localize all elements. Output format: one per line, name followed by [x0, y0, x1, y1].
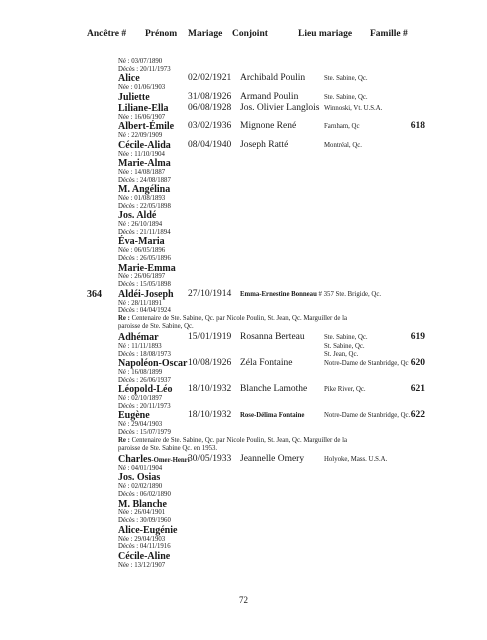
spouse-name: Archibald Poulin — [240, 73, 306, 84]
life-event: Née : 14/08/1887 — [118, 169, 166, 176]
life-event: Née : 06/05/1896 — [118, 247, 166, 255]
person-name — [118, 236, 165, 247]
header-spouse: Conjoint — [232, 29, 268, 39]
spouse-name-bold: Emma-Ernestine Bonneau — [240, 290, 317, 298]
marriage-place: St. Sabine, Qc. — [324, 343, 365, 350]
life-event: Décès : 06/02/1890 — [118, 490, 171, 498]
marriage-date: 27/10/1914 — [188, 288, 232, 299]
family-number: 621 — [410, 384, 425, 395]
marriage-date: 03/02/1936 — [188, 121, 232, 132]
header-family: Famille # — [370, 29, 408, 39]
life-event: Décès : 18/08/1973 — [118, 350, 171, 358]
life-event: Née : 01/08/1893 — [118, 195, 166, 203]
person-name-text: Liliane-Ella — [118, 102, 169, 114]
person-name — [118, 103, 169, 114]
marriage-place: Ste. Sabine, Qc. — [324, 75, 368, 83]
spouse-name-bold: Rose-Délima Fontaine — [240, 412, 305, 420]
life-event: Décès : 26/05/1896 — [118, 254, 171, 262]
spouse-name: Joseph Ratté — [240, 139, 289, 150]
person-name-text: Cécile-Alida — [118, 139, 171, 151]
family-number: 619 — [410, 332, 425, 343]
life-event: Décès : 20/11/1973 — [118, 65, 171, 73]
page-number: 72 — [239, 595, 248, 605]
person-name — [118, 158, 171, 169]
life-event: Décès : 22/05/1898 — [118, 202, 171, 210]
marriage-place: Ste. Sabine, Qc. — [324, 334, 368, 342]
person-name-text: M. Angélina — [118, 184, 171, 196]
marriage-place: St. Jean, Qc. — [324, 350, 359, 358]
life-event: Né : 29/04/1903 — [118, 421, 163, 429]
life-event: Né : 03/07/1890 — [118, 58, 163, 65]
person-name-text: Juliette — [118, 91, 150, 103]
header-firstname: Prénom — [145, 29, 178, 39]
marriage-date: 31/08/1926 — [188, 91, 232, 102]
spouse-name: Rosanna Berteau — [240, 332, 305, 343]
person-name-text: Napoléon-Oscar — [118, 358, 188, 370]
person-name — [118, 289, 174, 300]
life-event: Né : 16/08/1899 — [118, 369, 163, 377]
life-event: Née : 11/10/1904 — [118, 150, 165, 158]
person-name — [118, 551, 170, 562]
person-name-text: Éva-Maria — [118, 236, 165, 248]
life-event: Né : 22/09/1909 — [118, 132, 163, 139]
person-name-text: M. Blanche — [118, 498, 167, 510]
marriage-place: Pike River, Qc. — [324, 386, 366, 394]
life-event: Né : 26/10/1894 — [118, 221, 163, 229]
person-name-text: Cécile-Aline — [118, 550, 171, 562]
life-event: Décès : 26/06/1937 — [118, 376, 171, 384]
person-name-text: Marie-Emma — [118, 262, 176, 274]
marriage-date: 15/01/1919 — [188, 332, 232, 343]
life-event: Décès : 20/11/1973 — [118, 402, 171, 410]
family-number: 620 — [410, 358, 425, 369]
life-event: Décès : 21/11/1894 — [118, 228, 171, 236]
person-name — [118, 140, 171, 151]
person-name — [118, 210, 156, 221]
marriage-place: Holyoke, Mass. U.S.A. — [324, 455, 388, 463]
life-event: Née : 01/06/1903 — [118, 84, 166, 92]
marriage-place: Montréal, Qc. — [324, 141, 362, 149]
person-name-text: Léopold-Léo — [118, 384, 173, 396]
life-event: Née : 13/12/1907 — [118, 561, 166, 569]
remark-label: Re : — [118, 314, 130, 322]
life-event: Décès : 04/11/1916 — [118, 543, 171, 551]
marriage-date: 10/08/1926 — [188, 358, 232, 369]
ancestor-number: 364 — [87, 288, 102, 300]
remark-text — [118, 437, 368, 454]
life-event: Né : 04/01/1904 — [118, 464, 163, 472]
life-event: Née : 16/06/1907 — [118, 113, 166, 121]
family-number: 618 — [410, 121, 425, 132]
person-name-text: Jos. Osias — [118, 472, 161, 484]
spouse-detail: # 357 Ste. Brigide, Qc. — [316, 290, 382, 298]
person-name — [118, 454, 190, 465]
person-name — [118, 525, 177, 536]
person-name-text: Adhémar — [118, 332, 159, 344]
life-event: Décès : 04/04/1924 — [118, 307, 171, 315]
marriage-date: 18/10/1932 — [188, 410, 232, 421]
spouse-name — [240, 289, 381, 298]
header-marriage: Mariage — [188, 29, 223, 39]
spouse-name: Mignone René — [240, 121, 297, 132]
marriage-date: 08/04/1940 — [188, 139, 232, 150]
person-name-text: Alice-Eugénie — [118, 524, 178, 536]
person-name — [118, 184, 170, 195]
spouse-name: Jeannelle Omery — [240, 453, 305, 464]
life-event: Décès : 15/07/1979 — [118, 428, 171, 436]
spouse-name: Jos. Olivier Langlois — [240, 102, 320, 113]
life-event: Né : 02/10/1897 — [118, 395, 163, 403]
marriage-date: 18/10/1932 — [188, 384, 232, 395]
person-name-text: Charles — [118, 453, 152, 465]
person-name-text: Eugène — [118, 410, 150, 422]
person-name — [118, 263, 176, 274]
marriage-date: 02/02/1921 — [188, 73, 232, 84]
person-name-suffix: -Omer-Henri — [151, 456, 190, 464]
spouse-name: Blanche Lamothe — [240, 384, 308, 395]
remark-body: Centenaire de Ste. Sabine, Qc. par Nicole Poulin, St. Jean, Qc. Marguiller de la paroisse de Ste. Sabine Qc. en 1953. — [118, 436, 348, 452]
life-event: Décès : 24/08/1887 — [118, 176, 171, 184]
life-event: Né : 02/02/1890 — [118, 483, 163, 491]
person-name — [118, 73, 140, 84]
life-event: Née : 26/04/1901 — [118, 509, 166, 517]
spouse-name: Zéla Fontaine — [240, 358, 293, 369]
person-name-text: Albert-Émile — [118, 121, 175, 133]
person-name-text: Alice — [118, 73, 140, 85]
remark-body: Centenaire de Ste. Sabine, Qc. par Nicole Poulin, St. Jean, Qc. Marguiller de la paroisse de Ste. Sabine, Qc. — [118, 314, 348, 331]
life-event: Né : 11/11/1893 — [118, 343, 162, 350]
marriage-place: Notre-Dame de Stanbridge, Qc — [324, 360, 409, 368]
family-number: 622 — [410, 410, 425, 421]
header-place: Lieu mariage — [298, 29, 353, 39]
life-event: Née : 29/04/1903 — [118, 535, 166, 543]
marriage-place: Farnham, Qc — [324, 123, 360, 131]
person-name — [118, 499, 167, 510]
remark-label: Re : — [118, 436, 130, 444]
life-event: Décès : 15/05/1898 — [118, 281, 171, 288]
marriage-place: Winnoski, Vt. U.S.A. — [324, 104, 383, 112]
person-name — [118, 92, 150, 103]
life-event: Né : 28/11/1891 — [118, 299, 162, 307]
spouse-name: Armand Poulin — [240, 91, 299, 102]
marriage-date: 06/08/1928 — [188, 102, 232, 113]
marriage-date: 30/05/1933 — [188, 453, 232, 464]
remark-text — [118, 315, 368, 332]
person-name-text: Marie-Alma — [118, 158, 171, 170]
person-name-text: Aldéi-Joseph — [118, 288, 174, 300]
life-event: Née : 26/06/1897 — [118, 273, 166, 281]
person-name-text: Jos. Aldé — [118, 210, 157, 222]
marriage-place: Notre-Dame de Stanbridge, Qc. — [324, 412, 411, 420]
life-event: Décès : 30/09/1960 — [118, 517, 171, 524]
person-name — [118, 472, 160, 483]
marriage-place: Ste. Sabine, Qc. — [324, 93, 368, 101]
header-ancestor: Ancêtre # — [87, 29, 127, 39]
